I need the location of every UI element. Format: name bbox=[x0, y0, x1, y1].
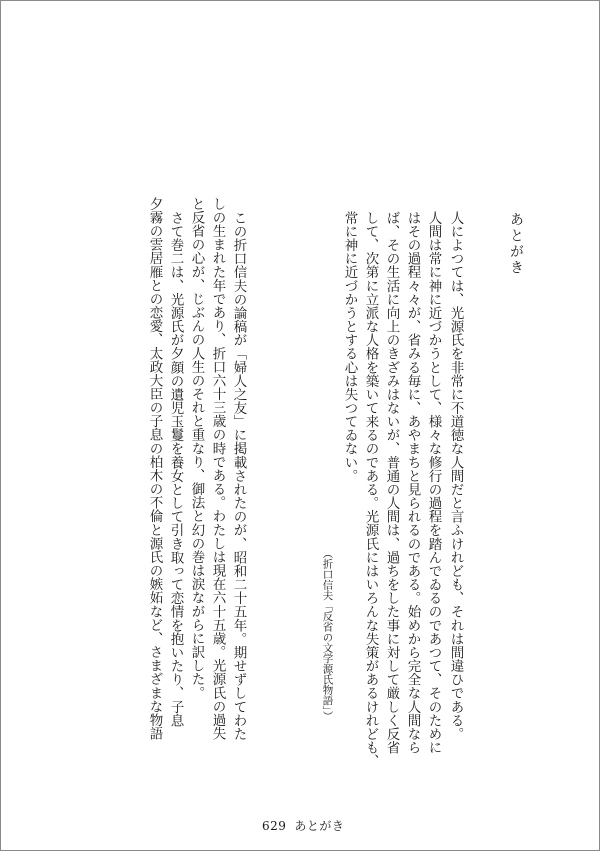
page-footer bbox=[262, 817, 344, 834]
body-line: 夕霧の雲居雁との恋愛、太政大臣の子息の柏木の不倫と源氏の嫉妬など、さまざまな物語 bbox=[146, 197, 163, 741]
quote-line: はその過程々々が、省みる毎に、あやまちと見られるのである。始めから完全な人間なら bbox=[404, 211, 421, 755]
body-line: しの生まれた年であり、折口六十三歳の時である。わたしは現在六十五歳。光源氏の過失 bbox=[209, 197, 226, 741]
body-line: さて巻二は、光源氏が夕顔の遺児玉鬘を養女として引き取って恋情を抱いたり、子息 bbox=[167, 211, 184, 728]
body-line: この折口信夫の論稿が「婦人之友」に掲載されたのが、昭和二十五年。期せずしてわた bbox=[230, 211, 247, 741]
section-heading: あとがき bbox=[508, 212, 524, 276]
quote-line: 人間は常に神に近づかうとして、様々な修行の過程を踏んでゐるのであつて、そのために bbox=[425, 211, 442, 755]
quote-line: ば、その生活に向上のきざみはないが、普通の人間は、過ちをした事に対して厳しく反省 bbox=[383, 211, 400, 755]
citation: （折口信夫「反省の文学源氏物語」） bbox=[321, 548, 334, 722]
running-title: あとがき bbox=[294, 819, 345, 833]
quote-line: 常に神に近づかうとする心は失つてゐない。 bbox=[341, 211, 358, 483]
quote-line: して、次第に立派な人格を築いて来るのである。光源氏にはいろんな失策があるけれども、 bbox=[362, 211, 379, 768]
page-number: 629 bbox=[262, 819, 287, 833]
quote-line: 人によつては、光源氏を非常に不道徳な人間だと言ふけれども、それは間違ひである。 bbox=[447, 211, 464, 741]
body-line: と反省の心が、じぶんの人生のそれと重なり、御法と幻の巻は涙ながらに訳した。 bbox=[188, 197, 205, 700]
